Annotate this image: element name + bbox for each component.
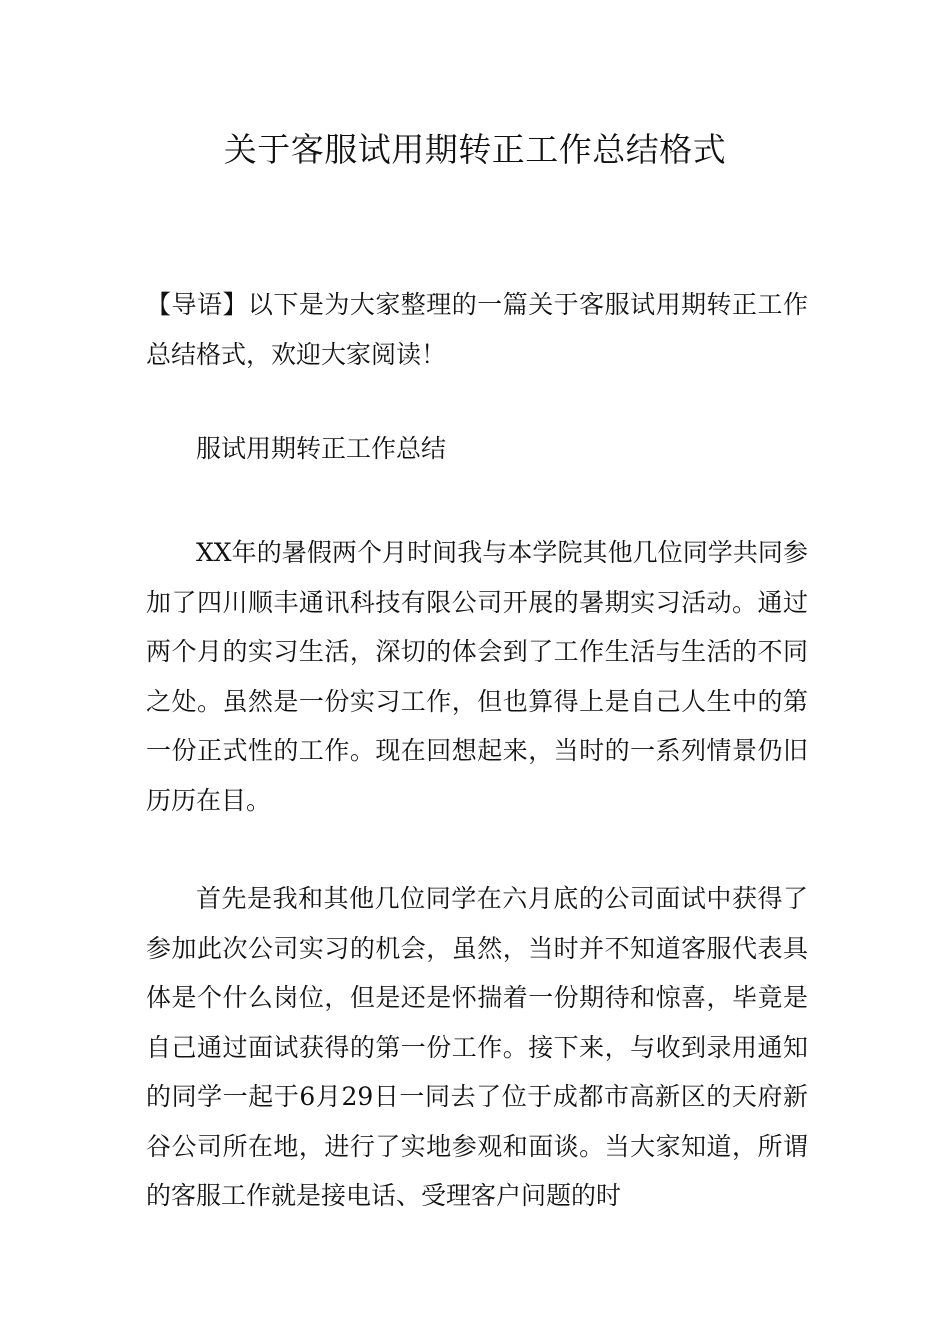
section-subtitle: 服试用期转正工作总结 — [196, 434, 447, 463]
body-paragraph-1: XX年的暑假两个月时间我与本学院其他几位同学共同参加了四川顺丰通讯科技有限公司开展的暑期实习活动。通过两个月的实习生活，深切的体会到了工作生活与生活的不同之处。虽然是一份实习工作，但也算得上是自己人生中的第一份正式性的工作。现在回想起来，当时的一系列情景仍旧历历在目。 — [146, 538, 808, 815]
document-title: 关于客服试用期转正工作总结格式 — [223, 130, 727, 169]
intro-paragraph: 【导语】以下是为大家整理的一篇关于客服试用期转正工作总结格式，欢迎大家阅读！ — [146, 290, 808, 369]
body-paragraph-2: 首先是我和其他几位同学在六月底的公司面试中获得了参加此次公司实习的机会，虽然，当时并不知道客服代表具体是个什么岗位，但是还是怀揣着一份期待和惊喜，毕竟是自己通过面试获得的第一份工作。接下来，与收到录用通知的同学一起于6月29日一同去了位于成都市高新区的天府新谷公司所在地，进行了实地参观和面谈。当大家知道，所谓的客服工作就是接电话、受理客户问题的时 — [146, 884, 808, 1210]
